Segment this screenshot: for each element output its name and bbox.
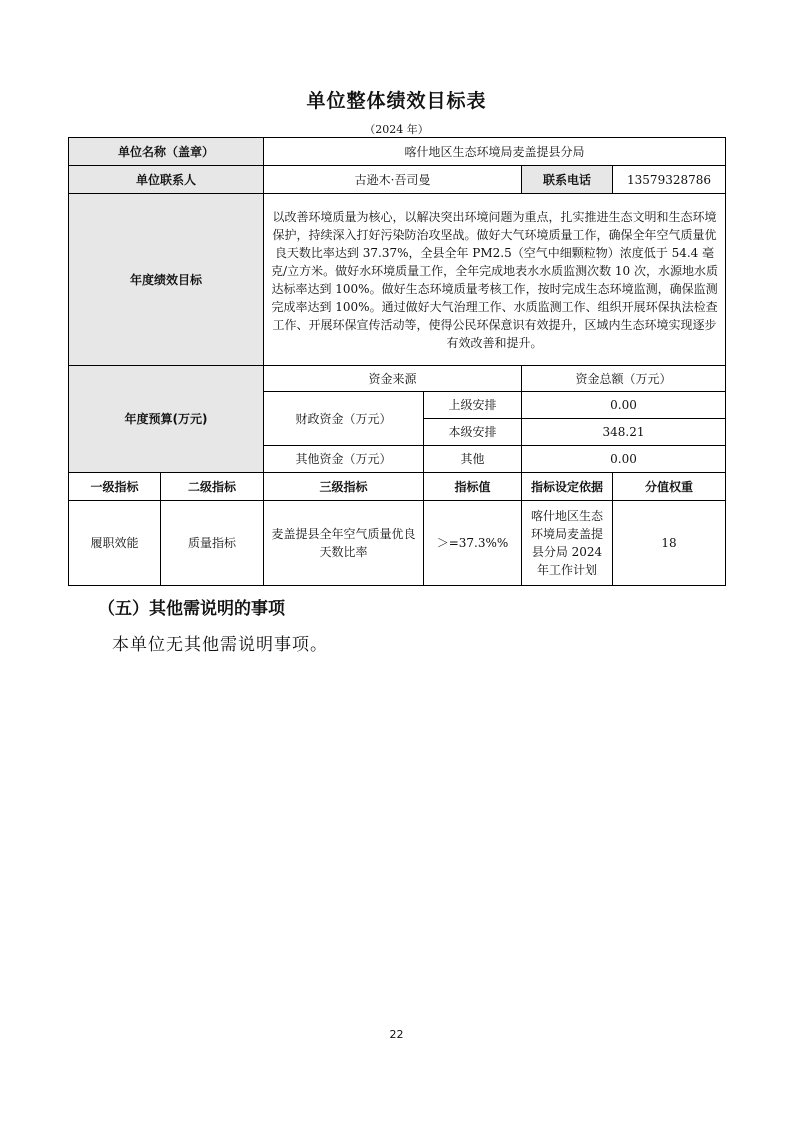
table-title: 单位整体绩效目标表 [306,90,487,112]
phone-value: 13579328786 [613,166,726,194]
header-weight: 分值权重 [613,473,726,501]
goal-row [69,194,726,366]
row-basis: 喀什地区生态环境局麦盖提县分局 2024 年工作计划 [522,501,613,586]
header-value: 指标值 [424,473,522,501]
upper-level-value: 0.00 [522,392,726,419]
row-weight: 18 [613,501,726,586]
row-level1: 履职效能 [69,501,161,586]
other-fund-value: 0.00 [522,446,726,473]
contact-label: 单位联系人 [69,166,264,194]
local-level-value: 348.21 [522,419,726,446]
contact-row [69,166,726,194]
local-level-label: 本级安排 [424,419,522,446]
header-level1: 一级指标 [69,473,161,501]
fund-total-header: 资金总额（万元） [522,366,726,392]
indicator-header-row [69,473,726,501]
section-heading: （五）其他需说明的事项 [98,599,285,619]
contact-name: 古逊木·吾司曼 [264,166,522,194]
header-level3: 三级指标 [264,473,424,501]
budget-label: 年度预算(万元) [69,366,264,473]
unit-name-label: 单位名称（盖章） [69,138,264,166]
fiscal-fund-label: 财政资金（万元） [264,392,424,446]
header-level2: 二级指标 [161,473,264,501]
unit-row [69,138,726,166]
performance-table [68,137,726,586]
table-year: （2024 年） [364,123,429,136]
other-sub-label: 其他 [424,446,522,473]
header-basis: 指标设定依据 [522,473,613,501]
goal-text: 以改善环境质量为核心，以解决突出环境问题为重点，扎实推进生态文明和生态环境保护，持续深入打好污染防治攻坚战。做好大气环境质量工作，确保全年空气质量优良天数比率达到 37.37%，全县全年 PM2.5（空气中细颗粒物）浓度低于 54.4 毫克/立方米。做好水环境质量工作，全年完成地表水水质监测次数 10 次，水源地水质达标率达到 100%。做好生态环境质量考核工作，按时完成生态环境监测，确保监测完成率达到 100%。通过做好大气治理工作、水质监测工作、组织开展环保执法检查工作、开展环保宣传活动等，使得公民环保意识有效提升，区域内生态环境实现逐步有效改善和提升。 [264,194,726,366]
upper-level-label: 上级安排 [424,392,522,419]
row-level3: 麦盖提县全年空气质量优良天数比率 [264,501,424,586]
section-paragraph: 本单位无其他需说明事项。 [112,635,328,655]
other-fund-label: 其他资金（万元） [264,446,424,473]
row-level2: 质量指标 [161,501,264,586]
goal-label: 年度绩效目标 [69,194,264,366]
page-number: 22 [389,1028,404,1041]
unit-name-value: 喀什地区生态环境局麦盖提县分局 [264,138,726,166]
row-value: ＞=37.3%% [424,501,522,586]
table-row [69,501,726,586]
phone-label: 联系电话 [522,166,613,194]
fund-source-header: 资金来源 [264,366,522,392]
budget-header-row [69,366,726,392]
